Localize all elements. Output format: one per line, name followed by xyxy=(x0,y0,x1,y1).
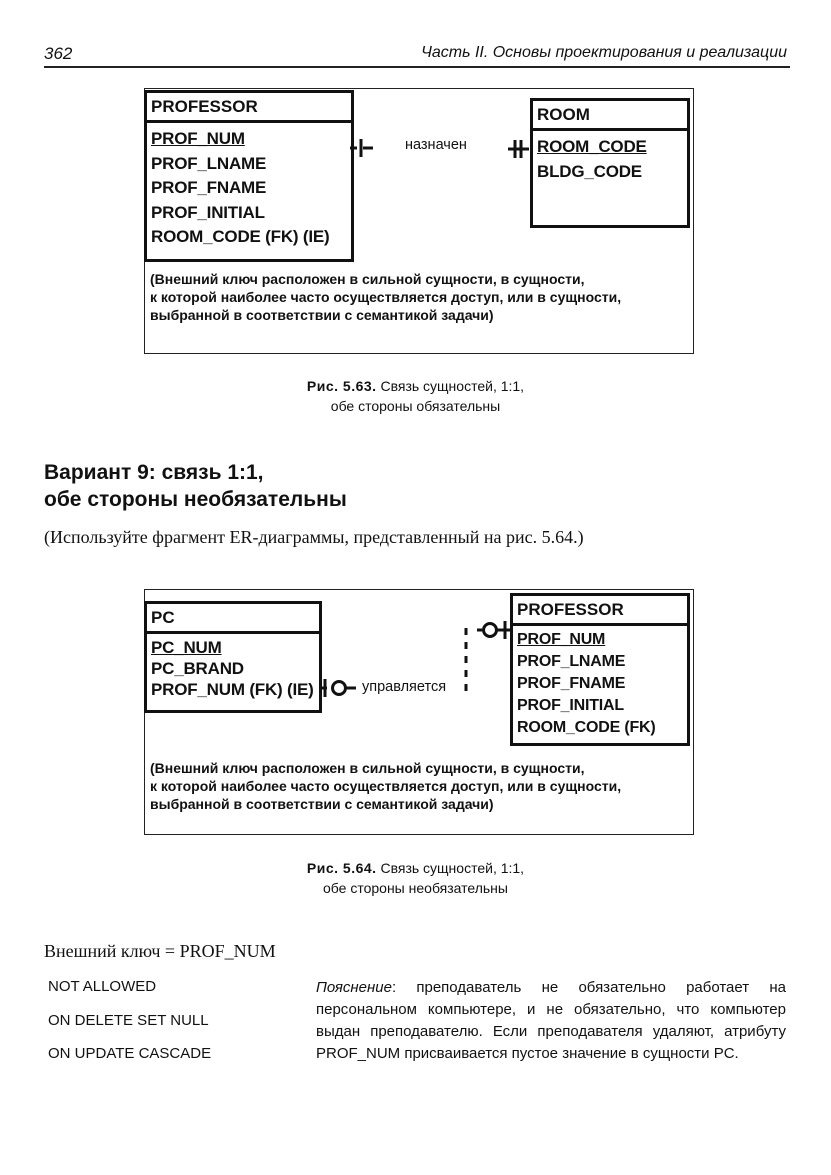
entity-attribute: BLDG_CODE xyxy=(537,161,642,181)
caption-text: обе стороны обязательны xyxy=(330,398,501,414)
entity-pc-name: PC xyxy=(147,604,319,634)
caption-text: Связь сущностей, 1:1, xyxy=(380,860,525,876)
entity-attribute: PROF_INITIAL xyxy=(517,697,624,714)
entity-professor-name: PROFESSOR xyxy=(147,93,351,123)
relationship-label: назначен xyxy=(405,137,467,153)
caption-text: обе стороны необязательны xyxy=(323,880,508,896)
entity-attribute: ROOM_CODE (FK) (IE) xyxy=(151,227,330,246)
explanation-label: Пояснение xyxy=(316,979,392,996)
entity-attribute: PROF_NUM xyxy=(517,631,606,648)
note-line: (Внешний ключ расположен в сильной сущности, в сущности, xyxy=(150,271,585,287)
explanation-text: : преподаватель не обязательно работает на персональном компьютере, и не обязательно, что компьютер выдан преподавателю. Если преподавателя удаляют, атрибуту PROF_NUM присваивается пустое значение в сущности PC. xyxy=(316,979,786,1062)
entity-attribute: PROF_NUM (FK) (IE) xyxy=(151,680,314,699)
entity-attribute: PROF_FNAME xyxy=(151,178,267,197)
integrity-rule: ON UPDATE CASCADE xyxy=(48,1045,212,1062)
entity-professor-name: PROFESSOR xyxy=(513,596,687,626)
running-header-title: Часть II. Основы проектирования и реализации xyxy=(421,44,787,61)
note-line: выбранной в соответствии с семантикой задачи) xyxy=(150,796,494,812)
section-intro: (Используйте фрагмент ER-диаграммы, представленный на рис. 5.64.) xyxy=(44,527,584,547)
figure-note xyxy=(150,759,621,813)
entity-attribute: PROF_FNAME xyxy=(517,675,626,692)
entity-attribute: PROF_LNAME xyxy=(151,153,267,173)
note-line: (Внешний ключ расположен в сильной сущности, в сущности, xyxy=(150,760,585,776)
entity-room-name: ROOM xyxy=(533,101,687,131)
entity-attribute: PROF_INITIAL xyxy=(151,202,265,222)
mandatory-connector-right xyxy=(508,140,529,158)
caption-number: Рис. 5.63. xyxy=(306,378,377,394)
section-title: Вариант 9: связь 1:1, xyxy=(44,461,264,484)
entity-attribute: PROF_NUM xyxy=(151,129,245,148)
explanation-paragraph xyxy=(316,977,786,1065)
entity-attribute: ROOM_CODE (FK) xyxy=(517,719,656,736)
integrity-rule: ON DELETE SET NULL xyxy=(48,1012,209,1029)
relationship-label: управляется xyxy=(362,679,447,695)
entity-attribute: ROOM_CODE xyxy=(537,137,647,156)
foreign-key-line: Внешний ключ = PROF_NUM xyxy=(44,941,276,961)
section-title: обе стороны необязательны xyxy=(44,488,347,511)
entity-professor-2 xyxy=(510,593,690,746)
mandatory-connector-left xyxy=(350,139,373,157)
note-line: к которой наиболее часто осуществляется доступ, или в сущности, xyxy=(150,289,622,305)
entity-attribute: PC_NUM xyxy=(151,638,222,657)
caption-text: Связь сущностей, 1:1, xyxy=(380,378,525,394)
integrity-rule: NOT ALLOWED xyxy=(48,978,157,995)
page-number: 362 xyxy=(44,44,73,63)
entity-pc xyxy=(144,601,322,713)
figure-5-64-caption xyxy=(0,858,831,898)
entity-attribute: PROF_LNAME xyxy=(517,653,626,670)
caption-number: Рис. 5.64. xyxy=(306,860,377,876)
figure-5-63-caption xyxy=(0,376,831,416)
note-line: к которой наиболее часто осуществляется доступ, или в сущности, xyxy=(150,778,622,794)
note-line: выбранной в соответствии с семантикой задачи) xyxy=(150,307,494,323)
entity-attribute: PC_BRAND xyxy=(151,659,244,678)
